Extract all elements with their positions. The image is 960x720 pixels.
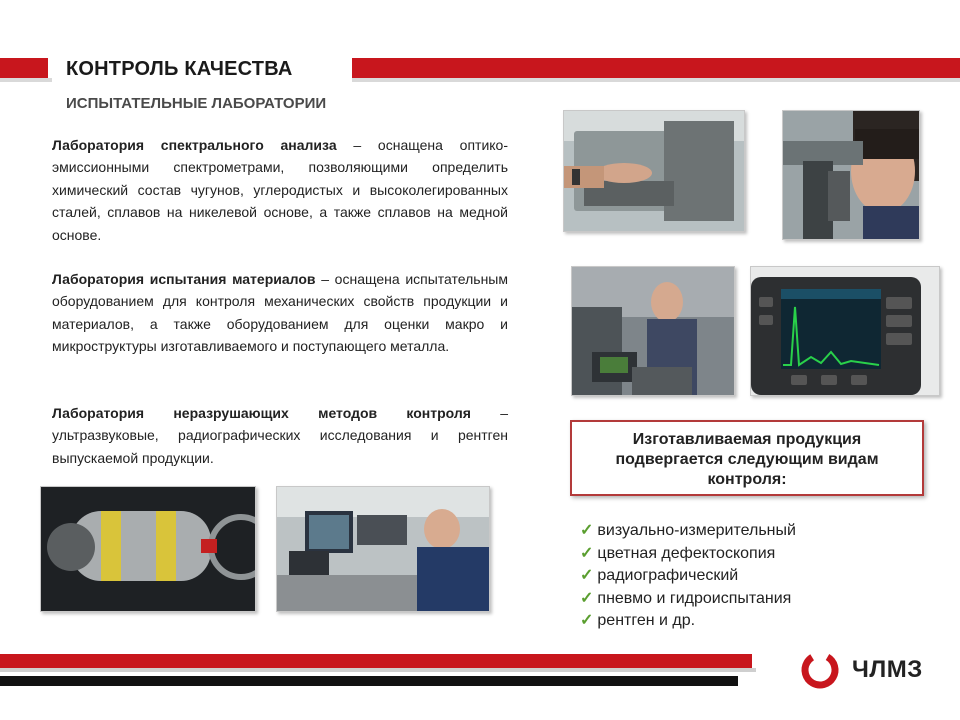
callout-box (570, 420, 924, 496)
lab-paragraph-ndt (52, 402, 508, 469)
header-bar-right-shadow (352, 78, 960, 82)
page-subtitle: ИСПЫТАТЕЛЬНЫЕ ЛАБОРАТОРИИ (66, 95, 327, 112)
footer-bar-black (0, 676, 738, 686)
footer-bar-red (0, 654, 752, 668)
lab-name: Лаборатория испытания материалов (52, 271, 316, 287)
logo-ring-icon (798, 648, 842, 692)
page-title: КОНТРОЛЬ КАЧЕСТВА (66, 58, 293, 80)
lab-name: Лаборатория неразрушающих методов контроля (52, 405, 471, 421)
callout-line: Изготавливаемая продукция (632, 431, 862, 448)
lab-paragraph-materials (52, 268, 508, 358)
photo-xray-apparatus (40, 486, 256, 612)
check-icon: ✓ (580, 522, 594, 539)
lab-description: – оснащена испытательным оборудованием для контроля механических свойств продукции и материалов, а также оборудованием для оценки макро и микроструктуры изготавливаемого и поступающего металла. (52, 271, 508, 355)
header-bar-right (352, 58, 960, 78)
photo-microscope (782, 110, 920, 240)
photo-flaw-detector (750, 266, 940, 396)
check-icon: ✓ (580, 612, 594, 629)
lab-description: – оснащена оптико-эмиссионными спектрометрами, позволяющими определить химический состав чугунов, углеродистых и высоколегированных сталей, сплавов на никелевой основе, а также сплавов на медной основе. (52, 137, 508, 243)
header-bar-left (0, 58, 48, 78)
lab-description: – ультразвуковые, радиографических исследования и рентген выпускаемой продукции. (52, 405, 508, 466)
callout-line: контроля: (707, 471, 787, 488)
list-item: ✓ пневмо и гидроиспытания (580, 589, 792, 607)
check-icon: ✓ (580, 589, 594, 607)
callout-line: подвергается следующим видам (615, 451, 879, 468)
check-icon: ✓ (580, 544, 594, 562)
photo-spectrometer (563, 110, 745, 232)
list-item: ✓ цветная дефектоскопия (580, 544, 776, 562)
list-item: ✓ радиографический (580, 567, 739, 584)
check-icon: ✓ (580, 567, 594, 584)
company-logo-text: ЧЛМЗ (852, 656, 923, 683)
photo-lab-worker (571, 266, 735, 396)
control-types-list (580, 520, 796, 633)
lab-paragraph-spectral (52, 134, 508, 246)
list-item: ✓ рентген и др. (580, 612, 696, 629)
lab-name: Лаборатория спектрального анализа (52, 137, 337, 153)
footer-bar-gray (0, 668, 756, 672)
photo-computer-operator (276, 486, 490, 612)
list-item: ✓ визуально-измерительный (580, 522, 796, 539)
header-bar-left-shadow (0, 78, 52, 82)
